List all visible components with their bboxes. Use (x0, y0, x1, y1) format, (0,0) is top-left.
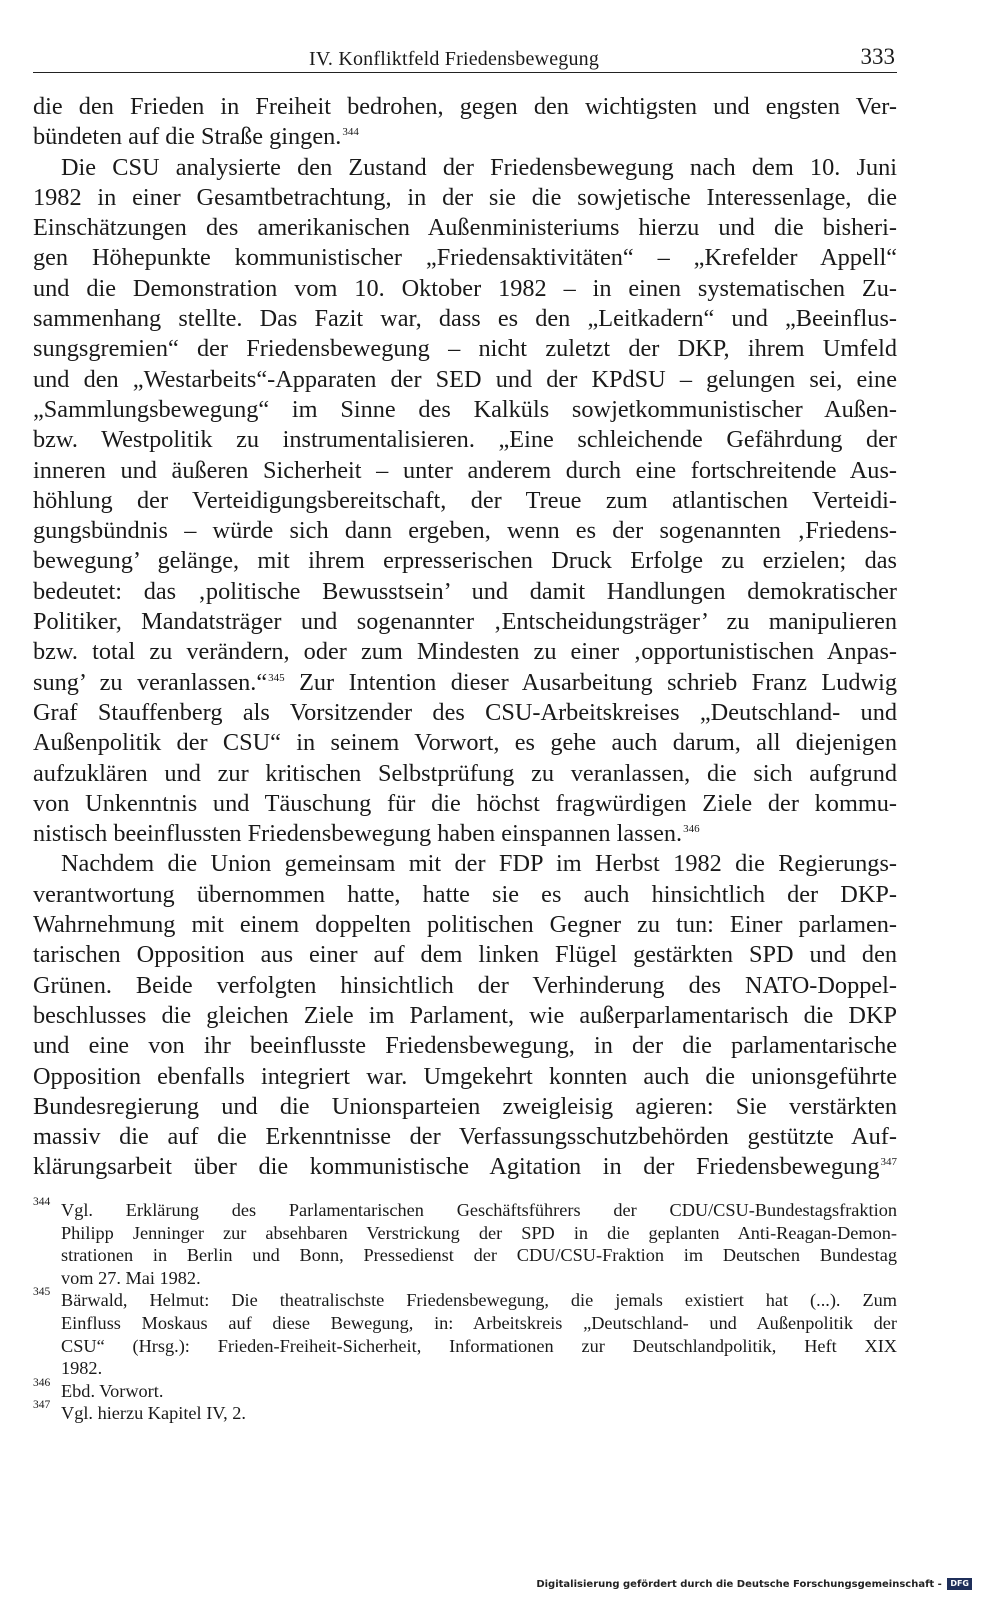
text-line (33, 122, 897, 152)
text-line-content: „Sammlungsbewegung“ im Sinne des Kalküls sowjetkommunistischer Außen- (33, 395, 897, 423)
text-line-content: Wahrnehmung mit einem doppelten politischen Gegner zu tun: Einer parlamen- (33, 911, 897, 939)
footnote (33, 1399, 897, 1425)
text-line-content: Politiker, Mandatsträger und sogenannter ‚Entscheidungsträger’ zu manipulieren (33, 608, 897, 636)
text-line-content: Die CSU analysierte den Zustand der Friedensbewegung nach dem 10. Juni (61, 153, 897, 181)
footnote-number: 345 (33, 1286, 51, 1299)
text-line (33, 1122, 897, 1152)
text-line (33, 607, 897, 637)
text-line-content: verantwortung übernommen hatte, hatte sie es auch hinsichtlich der DKP- (33, 880, 897, 908)
text-line (33, 940, 897, 970)
text-line (33, 971, 897, 1001)
text-line-content: Nachdem die Union gemeinsam mit der FDP im Herbst 1982 die Regierungs- (61, 850, 897, 878)
text-line-content: gen Höhepunkte kommunistischer „Friedensaktivitäten“ – „Krefelder Appell“ (33, 244, 897, 272)
text-line (33, 92, 897, 122)
text-line-content: höhlung der Verteidigungsbereitschaft, der Treue zum atlantischen Verteidi- (33, 486, 897, 514)
text-line (33, 819, 897, 849)
dfg-logo: DFG (947, 1578, 972, 1590)
text-line (33, 395, 897, 425)
text-line-content: tarischen Opposition aus einer auf dem linken Flügel gestärkten SPD und den (33, 941, 897, 969)
text-line (33, 486, 897, 516)
footnote-line: CSU“ (Hrsg.): Frieden-Freiheit-Sicherheit, Informationen zur Deutschlandpolitik, Heft XIX (61, 1335, 897, 1356)
page-header (33, 44, 897, 73)
footnote-line: 1982. (61, 1358, 103, 1379)
footnote-number: 347 (33, 1399, 51, 1412)
text-line-content: massiv die auf die Erkenntnisse der Verfassungsschutzbehörden gestützte Auf- (33, 1123, 897, 1151)
text-line (33, 1001, 897, 1031)
text-line-content: 1982 in einer Gesamtbetrachtung, in der sie die sowjetische Interessenlage, die (33, 183, 897, 211)
footnote-number: 344 (33, 1196, 51, 1208)
text-line-content: Opposition ebenfalls integriert war. Umgekehrt konnten auch die unionsgeführte (33, 1062, 897, 1090)
text-line (33, 546, 897, 576)
footnote-line: Philipp Jenninger zur absehbaren Verstrickung der SPD in die geplanten Anti-Reagan-Demon- (61, 1222, 897, 1243)
text-line-content: die den Frieden in Freiheit bedrohen, gegen den wichtigsten und engsten Ver- (33, 93, 897, 120)
text-line (33, 183, 897, 213)
footnote-reference: 347 (880, 1156, 897, 1169)
text-line-content: bündeten auf die Straße gingen. (33, 123, 342, 151)
text-line (33, 153, 897, 183)
text-line-content: und eine von ihr beeinflusste Friedensbewegung, in der die parlamentarische (33, 1032, 897, 1060)
text-line (33, 577, 897, 607)
text-line (33, 880, 897, 910)
text-line (33, 425, 897, 455)
footnote-reference: 345 (268, 671, 285, 684)
text-line (33, 213, 897, 243)
text-line-content: bedeutet: das ‚politische Bewusstsein’ und damit Handlungen demokratischer (33, 577, 897, 605)
running-head: IV. Konfliktfeld Friedensbewegung (309, 48, 600, 70)
footnote-number: 346 (33, 1376, 51, 1389)
body-text (33, 92, 897, 1183)
footnote-line: strationen in Berlin und Bonn, Pressedienst der CDU/CSU-Fraktion im Deutschen Bundestag (61, 1245, 897, 1266)
text-line (33, 304, 897, 334)
text-line-content: Graf Stauffenberg als Vorsitzender des CSU-Arbeitskreises „Deutschland- und (33, 698, 897, 726)
dfg-notice-text: Digitalisierung gefördert durch die Deutsche Forschungsgemeinschaft - (536, 1579, 942, 1590)
text-line (33, 516, 897, 546)
text-line-content: bzw. Westpolitik zu instrumentalisieren. „Eine schleichende Gefährdung der (33, 426, 897, 454)
text-line (33, 274, 897, 304)
text-line-content: sungsgremien“ der Friedensbewegung – nicht zuletzt der DKP, ihrem Umfeld (33, 335, 897, 363)
footnote-line: Bärwald, Helmut: Die theatralischste Friedensbewegung, die jemals existiert hat (...). Zum (61, 1290, 897, 1311)
text-line (33, 243, 897, 273)
text-line (33, 365, 897, 395)
page-number: 333 (860, 44, 895, 69)
text-line (33, 910, 897, 940)
text-line-content: gungsbündnis – würde sich dann ergeben, wenn es der sogenannten ‚Friedens- (33, 517, 897, 545)
text-line-content: von Unkenntnis und Täuschung für die höchst fragwürdigen Ziele der kommu- (33, 789, 897, 817)
text-line-content: und den „Westarbeits“-Apparaten der SED und der KPdSU – gelungen sei, eine (33, 365, 897, 393)
footnote-reference: 344 (342, 126, 359, 139)
text-line-content: Bundesregierung und die Unionsparteien zweigleisig agieren: Sie verstärkten (33, 1092, 897, 1120)
text-line (33, 759, 897, 789)
text-line-content: bewegung’ gelänge, mit ihrem erpresserischen Druck Erfolge zu erzielen; das (33, 547, 897, 575)
text-line-content: klärungsarbeit über die kommunistische Agitation in der Friedensbewegung (33, 1153, 880, 1181)
text-line (33, 1152, 897, 1182)
text-line (33, 1031, 897, 1061)
text-line (33, 789, 897, 819)
footnote (33, 1376, 897, 1403)
text-line (33, 637, 897, 667)
footnote-line: vom 27. Mai 1982. (61, 1267, 201, 1288)
text-line (33, 668, 897, 698)
text-line-content: aufzuklären und zur kritischen Selbstprüfung zu veranlassen, die sich aufgrund (33, 759, 897, 787)
text-line-content: bzw. total zu verändern, oder zum Mindesten zu einer ‚opportunistischen Anpas- (33, 638, 897, 666)
dfg-notice (536, 1578, 972, 1592)
text-line (33, 1062, 897, 1092)
text-line-content: Grünen. Beide verfolgten hinsichtlich der Verhinderung des NATO-Doppel- (33, 971, 897, 999)
text-line-content: beschlusses die gleichen Ziele im Parlament, wie außerparlamentarisch die DKP (33, 1001, 897, 1029)
text-line (33, 849, 897, 879)
text-line-content: nistisch beeinflussten Friedensbewegung haben einspannen lassen. (33, 820, 683, 848)
text-line-content: und die Demonstration vom 10. Oktober 1982 – in einen systematischen Zu- (33, 274, 897, 302)
footnote-line: Einfluss Moskaus auf diese Bewegung, in: Arbeitskreis „Deutschland- und Außenpolitik der (61, 1312, 897, 1333)
footnote-line: Vgl. Erklärung des Parlamentarischen Geschäftsführers der CDU/CSU-Bundestagsfraktion (61, 1200, 897, 1220)
text-line (33, 334, 897, 364)
footnote-line: Ebd. Vorwort. (61, 1380, 164, 1401)
text-line (33, 698, 897, 728)
text-line (33, 456, 897, 486)
footnotes (33, 1196, 897, 1425)
text-line (33, 1092, 897, 1122)
text-line-content: sammenhang stellte. Das Fazit war, dass es den „Leitkadern“ und „Beeinflus- (33, 305, 897, 333)
footnote-reference: 346 (683, 823, 700, 836)
footnote-line: Vgl. hierzu Kapitel IV, 2. (61, 1403, 246, 1424)
text-line (33, 728, 897, 758)
footnote (33, 1196, 897, 1289)
footnote (33, 1286, 897, 1379)
text-line-content: sung’ zu veranlassen.“ (33, 668, 268, 696)
text-line-content: Einschätzungen des amerikanischen Außenministeriums hierzu und die bisheri- (33, 214, 897, 242)
text-line-content: inneren und äußeren Sicherheit – unter anderem durch eine fortschreitende Aus- (33, 456, 897, 484)
text-line-continuation: Zur Intention dieser Ausarbeitung schrieb Franz Ludwig (284, 668, 898, 696)
text-line-content: Außenpolitik der CSU“ in seinem Vorwort, es gehe auch darum, all diejenigen (33, 729, 897, 757)
